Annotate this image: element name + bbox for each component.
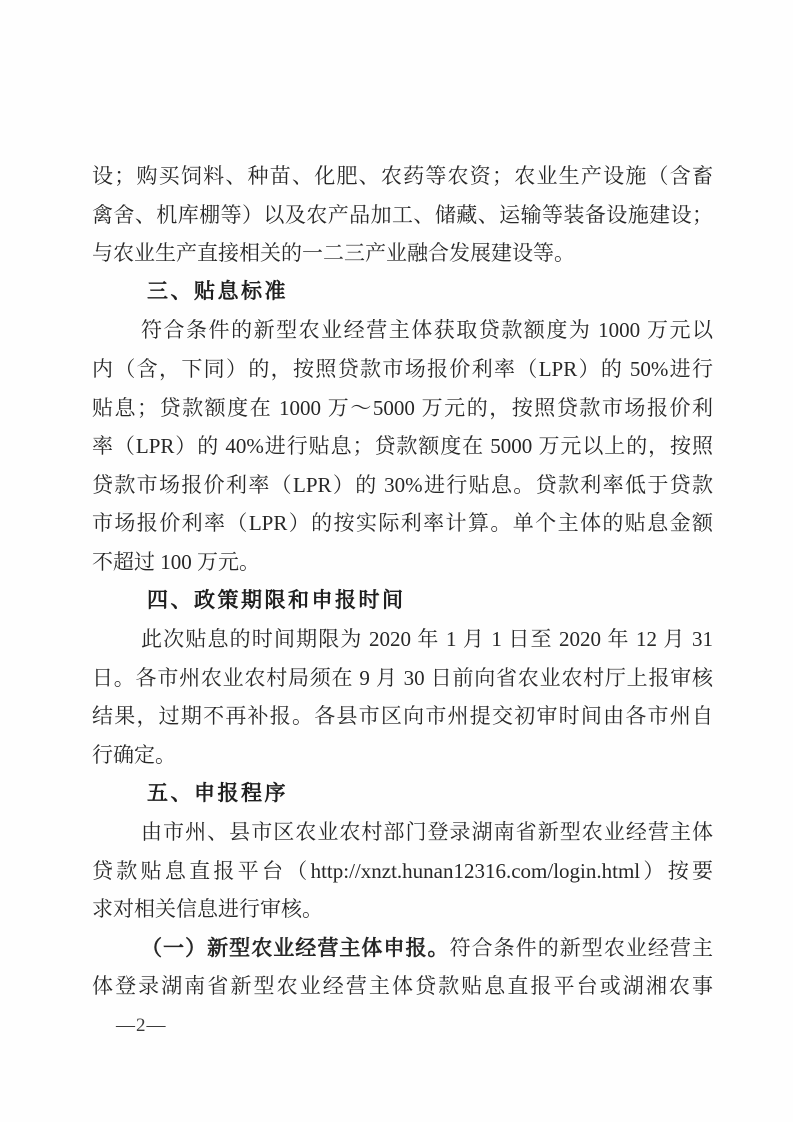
text-line: 此次贴息的时间期限为 2020 年 1 月 1 日至 2020 年 12 月 31: [141, 627, 713, 652]
text-line: 与农业生产直接相关的一二三产业融合发展建设等。: [92, 241, 575, 266]
text-line: 贷款市场报价利率（LPR）的 30%进行贴息。贷款利率低于贷款: [92, 472, 713, 497]
text-line: 率（LPR）的 40%进行贴息；贷款额度在 5000 万元以上的，按照: [92, 434, 713, 459]
text-line: 结果，过期不再补报。各县市区向市州提交初审时间由各市州自: [92, 704, 713, 729]
text-line: 日。各市州农业农村局须在 9 月 30 日前向省农业农村厅上报审核: [92, 665, 713, 690]
section-heading-4: 四、政策期限和申报时间: [147, 588, 406, 612]
subsection-lead: （一）新型农业经营主体申报。: [141, 935, 450, 960]
text-line: 体登录湖南省新型农业经营主体贷款贴息直报平台或湖湘农事: [92, 974, 713, 999]
text-line: 市场报价利率（LPR）的按实际利率计算。单个主体的贴息金额: [92, 511, 713, 536]
text-line: 由市州、县市区农业农村部门登录湖南省新型农业经营主体: [141, 820, 713, 845]
text-line: 设；购买饲料、种苗、化肥、农药等农资；农业生产设施（含畜: [92, 164, 713, 188]
text-line: 禽舍、机库棚等）以及农产品加工、储藏、运输等装备设施建设；: [92, 202, 713, 227]
section-heading-5: 五、申报程序: [147, 781, 288, 805]
text-line: 符合条件的新型农业经营主体获取贷款额度为 1000 万元以: [141, 318, 713, 343]
section-heading-3: 三、贴息标准: [147, 279, 288, 303]
text-line: 内（含，下同）的，按照贷款市场报价利率（LPR）的 50%进行: [92, 356, 713, 381]
page-number: —2—: [116, 1015, 167, 1036]
text-line: 求对相关信息进行审核。: [92, 897, 323, 922]
text-line: 不超过 100 万元。: [92, 549, 260, 574]
subsection-text: 符合条件的新型农业经营主: [449, 935, 714, 960]
text-line: 行确定。: [92, 742, 176, 767]
document-body: [92, 157, 713, 1006]
text-line: [92, 929, 713, 968]
text-line: 贷款贴息直报平台（http://xnzt.hunan12316.com/login.html）按要: [92, 858, 713, 883]
text-line: 贴息；贷款额度在 1000 万～5000 万元的，按照贷款市场报价利: [92, 395, 713, 420]
